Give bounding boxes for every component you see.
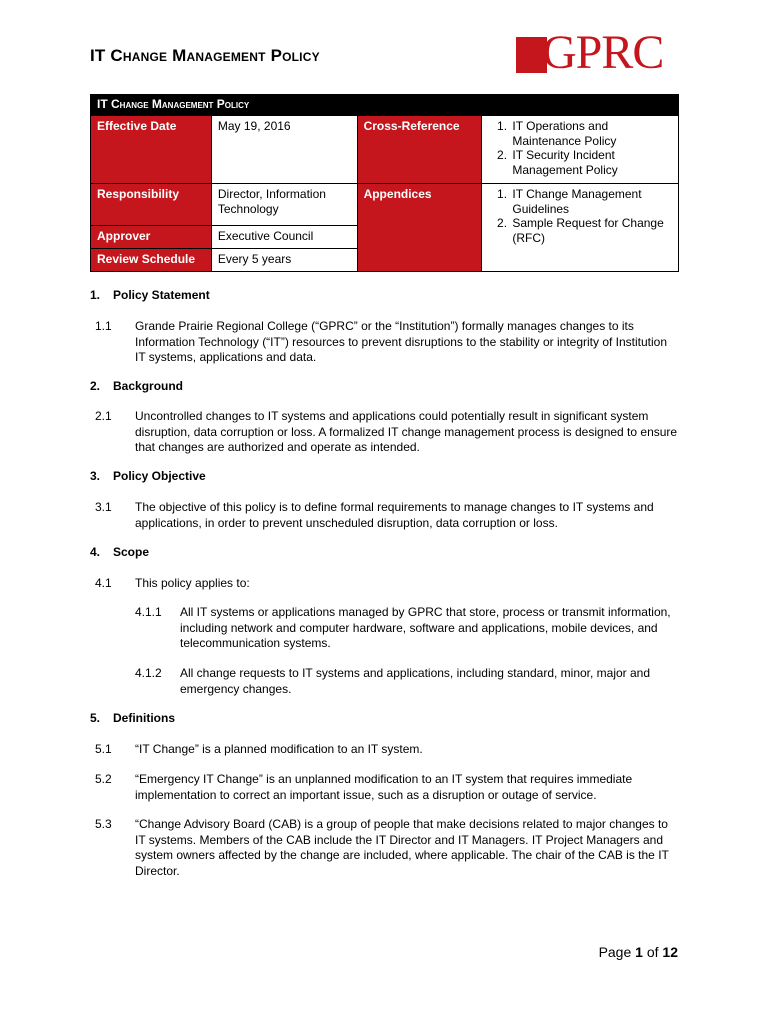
- review-schedule-label: Review Schedule: [91, 249, 212, 272]
- effective-date-value: May 19, 2016: [211, 116, 357, 184]
- paragraph-2-1: 2.1 Uncontrolled changes to IT systems and applications could potentially result in significant system disruption, data corruption or loss. A formalized IT change management process is designed to ensure that changes are authorized and operate as intended.: [95, 409, 678, 454]
- list-item: 1. IT Change Management Guidelines: [510, 187, 672, 216]
- effective-date-label: Effective Date: [91, 116, 212, 184]
- section-heading-policy-objective: 3. Policy Objective: [90, 469, 206, 483]
- appendices-list: [488, 187, 672, 245]
- list-item: 2. Sample Request for Change (RFC): [510, 216, 672, 245]
- section-heading-scope: 4. Scope: [90, 545, 150, 559]
- page-number: Page 1 of 12: [598, 944, 678, 960]
- paragraph-5-2: 5.2 “Emergency IT Change” is an unplanned modification to an IT system that requires immediate implementation to correct an important issue, such as a disruption or outage of service.: [95, 772, 633, 802]
- paragraph-4-1-2: 4.1.2 All change requests to IT systems and applications, including standard, minor, major and emergency changes.: [135, 666, 651, 696]
- section-heading-background: 2. Background: [90, 379, 184, 393]
- paragraph-3-1: 3.1 The objective of this policy is to define formal requirements to manage changes to IT systems and applications, in order to prevent unscheduled disruption, data corruption or loss.: [95, 500, 654, 530]
- list-item: 2. IT Security Incident Management Policy: [510, 148, 672, 177]
- approver-value: Executive Council: [211, 226, 357, 249]
- responsibility-value: Director, Information Technology: [211, 184, 357, 226]
- paragraph-4-1: 4.1 This policy applies to:: [95, 576, 250, 590]
- paragraph-4-1-1: 4.1.1 All IT systems or applications managed by GPRC that store, process or transmit information, including network and computer hardware, software and applications, mobile devices, and telecommunication systems.: [135, 605, 671, 650]
- page-title: IT Change Management Policy: [90, 46, 320, 65]
- review-schedule-value: Every 5 years: [211, 249, 357, 272]
- section-heading-policy-statement: 1. Policy Statement: [90, 288, 210, 302]
- responsibility-label: Responsibility: [91, 184, 212, 226]
- logo-text: GPRC: [542, 26, 664, 79]
- cross-reference-list: [488, 119, 672, 177]
- cross-reference-list-cell: [482, 116, 679, 184]
- paragraph-5-3: 5.3 “Change Advisory Board (CAB) is a group of people that make decisions related to major changes to IT systems. Members of the CAB include the IT Director and IT Managers. IT Project Managers and system owners affected by the change are included, where applicable. The chair of the CAB is the IT Director.: [95, 817, 669, 878]
- cross-reference-label: Cross-Reference: [357, 116, 482, 184]
- appendices-label: Appendices: [357, 184, 482, 272]
- list-item: 1. IT Operations and Maintenance Policy: [510, 119, 672, 148]
- paragraph-1-1: 1.1 Grande Prairie Regional College (“GPRC” or the “Institution”) formally manages changes to its Information Technology (“IT”) resources to prevent disruptions to the stability or integrity of Institution IT systems, applications and data.: [95, 319, 668, 364]
- policy-info-table: [90, 94, 679, 272]
- section-heading-definitions: 5. Definitions: [90, 711, 175, 725]
- paragraph-5-1: 5.1 “IT Change” is a planned modification to an IT system.: [95, 742, 423, 756]
- table-heading: IT Change Management Policy: [91, 95, 679, 116]
- approver-label: Approver: [91, 226, 212, 249]
- appendices-list-cell: [482, 184, 679, 272]
